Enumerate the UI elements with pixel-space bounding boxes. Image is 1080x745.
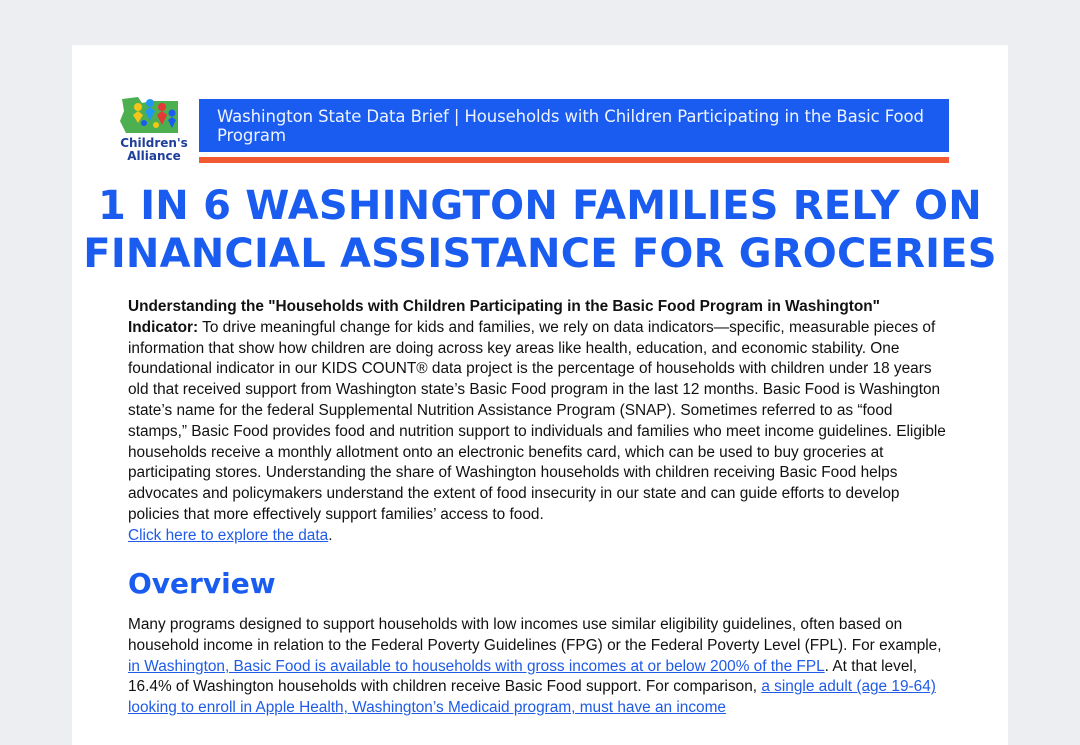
overview-heading: Overview — [128, 567, 276, 600]
explore-data-link[interactable]: Click here to explore the data — [128, 526, 329, 544]
overview-text-1: Many programs designed to support households with low incomes use similar eligibility guidelines, often based on household income in relation to the Federal Poverty Guidelines (FPG) or the Federal Poverty Level (FPL). For example, — [128, 616, 942, 654]
banner-text: Washington State Data Brief | Households with Children Participating in the Basic Food Program — [217, 106, 924, 145]
headline-line2: FINANCIAL ASSISTANCE FOR GROCERIES — [83, 231, 997, 277]
basic-food-eligibility-link[interactable]: in Washington, Basic Food is available to households with gross incomes at or below 200% of the FPL — [128, 657, 825, 675]
childrens-alliance-logo — [116, 93, 192, 169]
intro-after-link: . — [328, 526, 333, 544]
washington-map-icon — [116, 93, 192, 137]
banner-accent-stripe — [199, 157, 949, 163]
apple-health-link[interactable]: a single adult (age 19-64) looking to enroll in Apple Health, Washington’s Medicaid program, must have an income — [128, 678, 936, 717]
headline-line1: 1 IN 6 WASHINGTON FAMILIES RELY ON — [98, 183, 982, 229]
logo-wordmark — [116, 137, 192, 163]
document-page — [72, 45, 1008, 745]
header-banner — [199, 99, 949, 152]
intro-lead: Understanding the "Households with Children Participating in the Basic Food Program in Washington" Indicator: — [128, 298, 880, 336]
intro-body: To drive meaningful change for kids and families, we rely on data indicators—specific, measurable pieces of information that show how children are doing across key areas like health, education, and economic stability. One foundational indicator in our KIDS COUNT® data project is the percentage of households with children under 18 years old that received support from Washington state’s Basic Food program in the last 12 months. Basic Food is Washington state’s name for the federal Supplemental Nutrition Assistance Program (SNAP). Sometimes referred to as “food stamps,” Basic Food provides food and nutrition support to individuals and families who meet income guidelines. Eligible households receive a monthly allotment onto an electronic benefits card, which can be used to buy groceries at participating stores. Understanding the share of Washington households with children receiving Basic Food helps advocates and policymakers understand the extent of food insecurity in our state and can guide efforts to develop policies that more effectively support families’ access to food. — [128, 318, 946, 523]
overview-paragraph — [128, 615, 950, 719]
intro-paragraph — [128, 297, 950, 547]
overview-text-2: . At that level, 16.4% of Washington households with children receive Basic Food support. For comparison, — [128, 657, 918, 696]
logo-line1: Children's — [120, 136, 188, 150]
logo-line2: Alliance — [127, 149, 181, 163]
page-headline — [72, 182, 1008, 278]
